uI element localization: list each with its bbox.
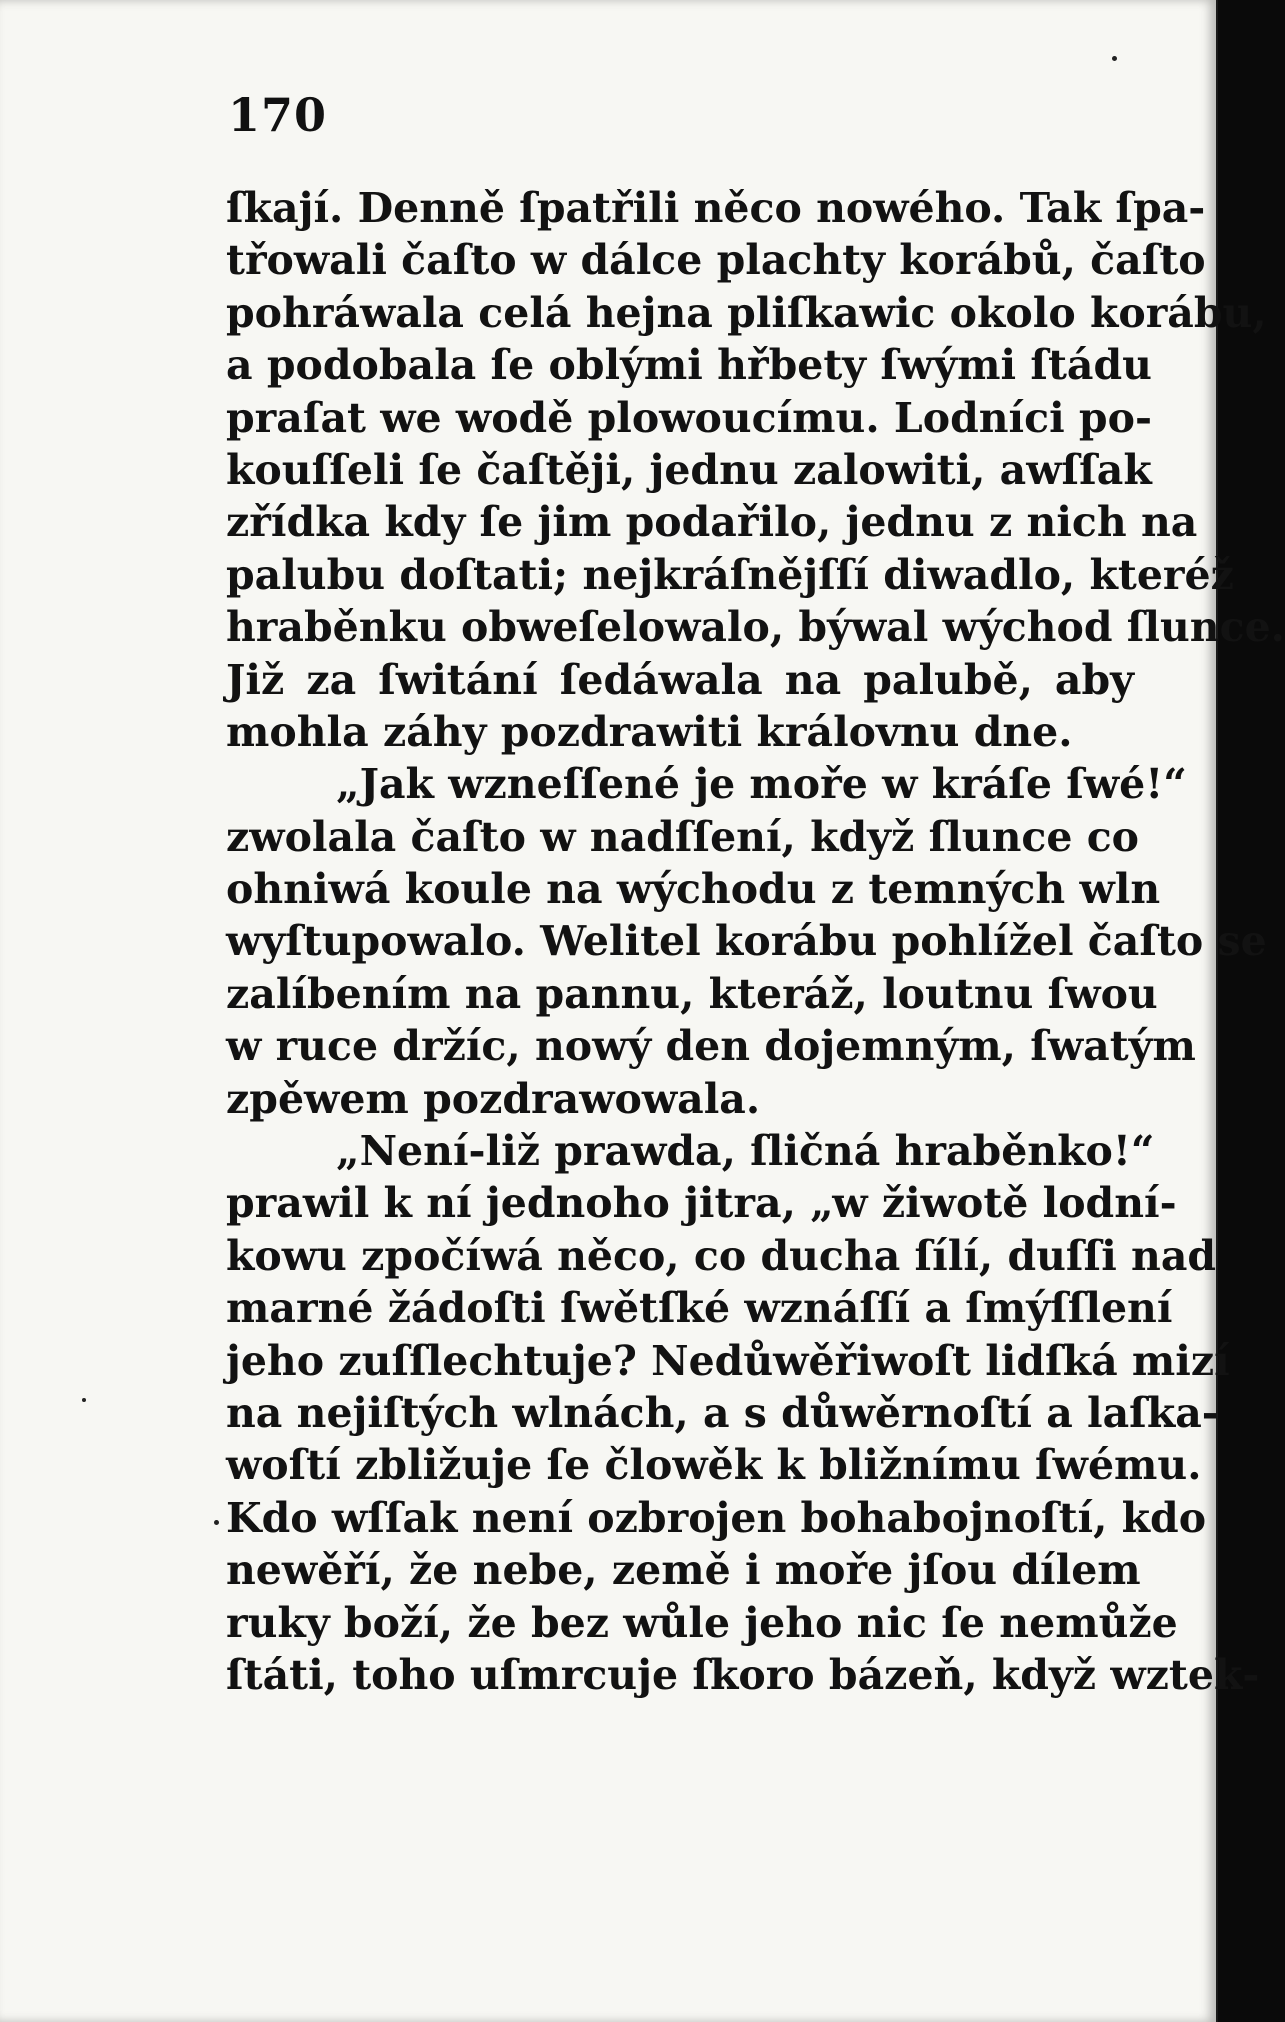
text-line: kowu zpočíwá něco, co ducha ſílí, duſſi nad	[226, 1231, 1217, 1280]
text-line: praſat we wodě plowoucímu. Lodníci po‑	[226, 393, 1152, 442]
text-line: prawil k ní jednoho jitra, „w žiwotě lodní‑	[226, 1179, 1177, 1228]
text-line: zalíbením na pannu, kteráž, loutnu ſwou	[226, 969, 1158, 1018]
text-line: pohráwala celá hejna pliſkawic okolo korábu,	[226, 288, 1267, 337]
text-line: Kdo wſſak není ozbrojen bohabojnoſtí, kdo	[226, 1493, 1207, 1542]
text-line: hraběnku obweſelowalo, býwal wýchod ſlunce.	[226, 603, 1285, 652]
ink-speck	[82, 1398, 86, 1402]
text-line: w ruce držíc, nowý den dojemným, ſwatým	[226, 1022, 1196, 1071]
text-line: ſkají. Denně ſpatřili něco nowého. Tak ſpa‑	[226, 184, 1206, 232]
text-line: zwolala čaſto w nadſſení, když ſlunce co	[226, 812, 1140, 861]
text-line: na nejiſtých wlnách, a s důwěrnoſtí a laſka‑	[226, 1388, 1219, 1437]
ink-speck	[214, 1520, 219, 1525]
text-line: jeho zuſſlechtuje? Nedůwěřiwoſt lidſká mizí	[226, 1336, 1230, 1385]
text-line: třowali čaſto w dálce plachty korábů, čaſto	[226, 236, 1206, 285]
text-line: newěří, že nebe, země i moře jſou dílem	[226, 1546, 1141, 1595]
text-line: kouſſeli ſe čaſtěji, jednu zalowiti, awſſak	[226, 445, 1152, 494]
text-line: mohla záhy pozdrawiti královnu dne.	[226, 707, 1073, 756]
ink-speck	[1112, 56, 1117, 61]
text-line: zřídka kdy ſe jim podařilo, jednu z nich na	[226, 498, 1198, 547]
text-line: „Není‑liž prawda, ſličná hraběnko!“	[336, 1127, 1155, 1176]
text-line: zpěwem pozdrawowala.	[226, 1074, 761, 1123]
text-line: marné žádoſti ſwětſké wznáſſí a ſmýſſlení	[226, 1284, 1173, 1333]
text-line: wyſtupowalo. Welitel korábu pohlížel čaſto se	[226, 917, 1267, 966]
text-line: ſtáti, toho uſmrcuje ſkoro bázeň, když wztek‑	[226, 1650, 1260, 1699]
text-line: „Jak wzneſſené je moře w kráſe ſwé!“	[336, 760, 1187, 809]
text-line: Již za ſwitání ſedáwala na palubě, aby	[226, 655, 1134, 704]
page-number: 170	[228, 88, 328, 142]
text-line: palubu doſtati; nejkráſnějſſí diwadlo, kteréž	[226, 550, 1234, 599]
text-line: ruky boží, že bez wůle jeho nic ſe nemůže	[226, 1598, 1178, 1647]
text-line: woſtí zbližuje ſe člowěk k bližnímu ſwému.	[226, 1441, 1202, 1490]
body-text	[226, 182, 1285, 1701]
text-line: ohniwá koule na wýchodu z temných wln	[226, 865, 1161, 914]
text-line: a podobala ſe oblými hřbety ſwými ſtádu	[226, 341, 1152, 390]
